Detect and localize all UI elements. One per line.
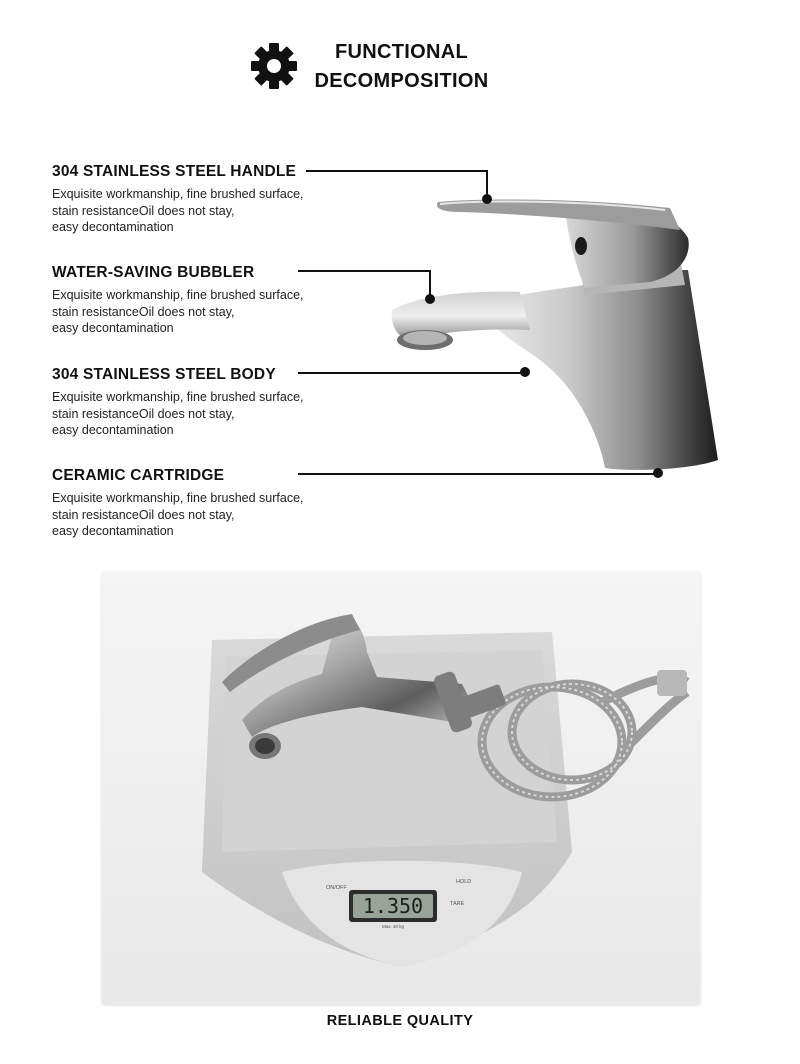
title-line-1: FUNCTIONAL [335, 41, 468, 63]
feature-body [52, 365, 352, 439]
feature-description: Exquisite workmanship, fine brushed surface, stain resistanceOil does not stay, easy decontamination [52, 187, 304, 234]
leader-line [306, 170, 487, 172]
scale-illustration [102, 572, 700, 1004]
feature-title: WATER-SAVING BUBBLER [52, 264, 255, 281]
leader-line [298, 473, 658, 475]
leader-dot [425, 294, 435, 304]
hold-label: HOLD [456, 879, 472, 885]
leader-line [429, 270, 431, 297]
feature-title: 304 STAINLESS STEEL BODY [52, 366, 276, 383]
tare-label: TARE [450, 901, 465, 907]
leader-line [298, 270, 430, 272]
section-header [250, 38, 550, 98]
feature-bubbler [52, 263, 352, 337]
leader-dot [482, 194, 492, 204]
leader-dot [520, 367, 530, 377]
feature-description: Exquisite workmanship, fine brushed surface, stain resistanceOil does not stay, easy decontamination [52, 390, 304, 437]
max-label: Max. 40 kg [381, 924, 405, 929]
leader-dot [653, 468, 663, 478]
leader-line [298, 372, 524, 374]
feature-title: 304 STAINLESS STEEL HANDLE [52, 163, 297, 180]
feature-description: Exquisite workmanship, fine brushed surface, stain resistanceOil does not stay, easy decontamination [52, 288, 304, 335]
feature-title: CERAMIC CARTRIDGE [52, 467, 225, 484]
page-title [314, 38, 489, 96]
title-line-2: DECOMPOSITION [314, 70, 489, 92]
caption: RELIABLE QUALITY [326, 1013, 474, 1029]
scale-reading: 1.350 [362, 894, 424, 918]
feature-cartridge [52, 466, 352, 540]
feature-description: Exquisite workmanship, fine brushed surface, stain resistanceOil does not stay, easy decontamination [52, 491, 304, 538]
gear-icon [250, 42, 298, 90]
feature-handle [52, 162, 352, 236]
onoff-label: ON/OFF [326, 885, 347, 891]
faucet-illustration [380, 150, 740, 490]
product-photo [102, 572, 700, 1004]
leader-line [486, 170, 488, 197]
